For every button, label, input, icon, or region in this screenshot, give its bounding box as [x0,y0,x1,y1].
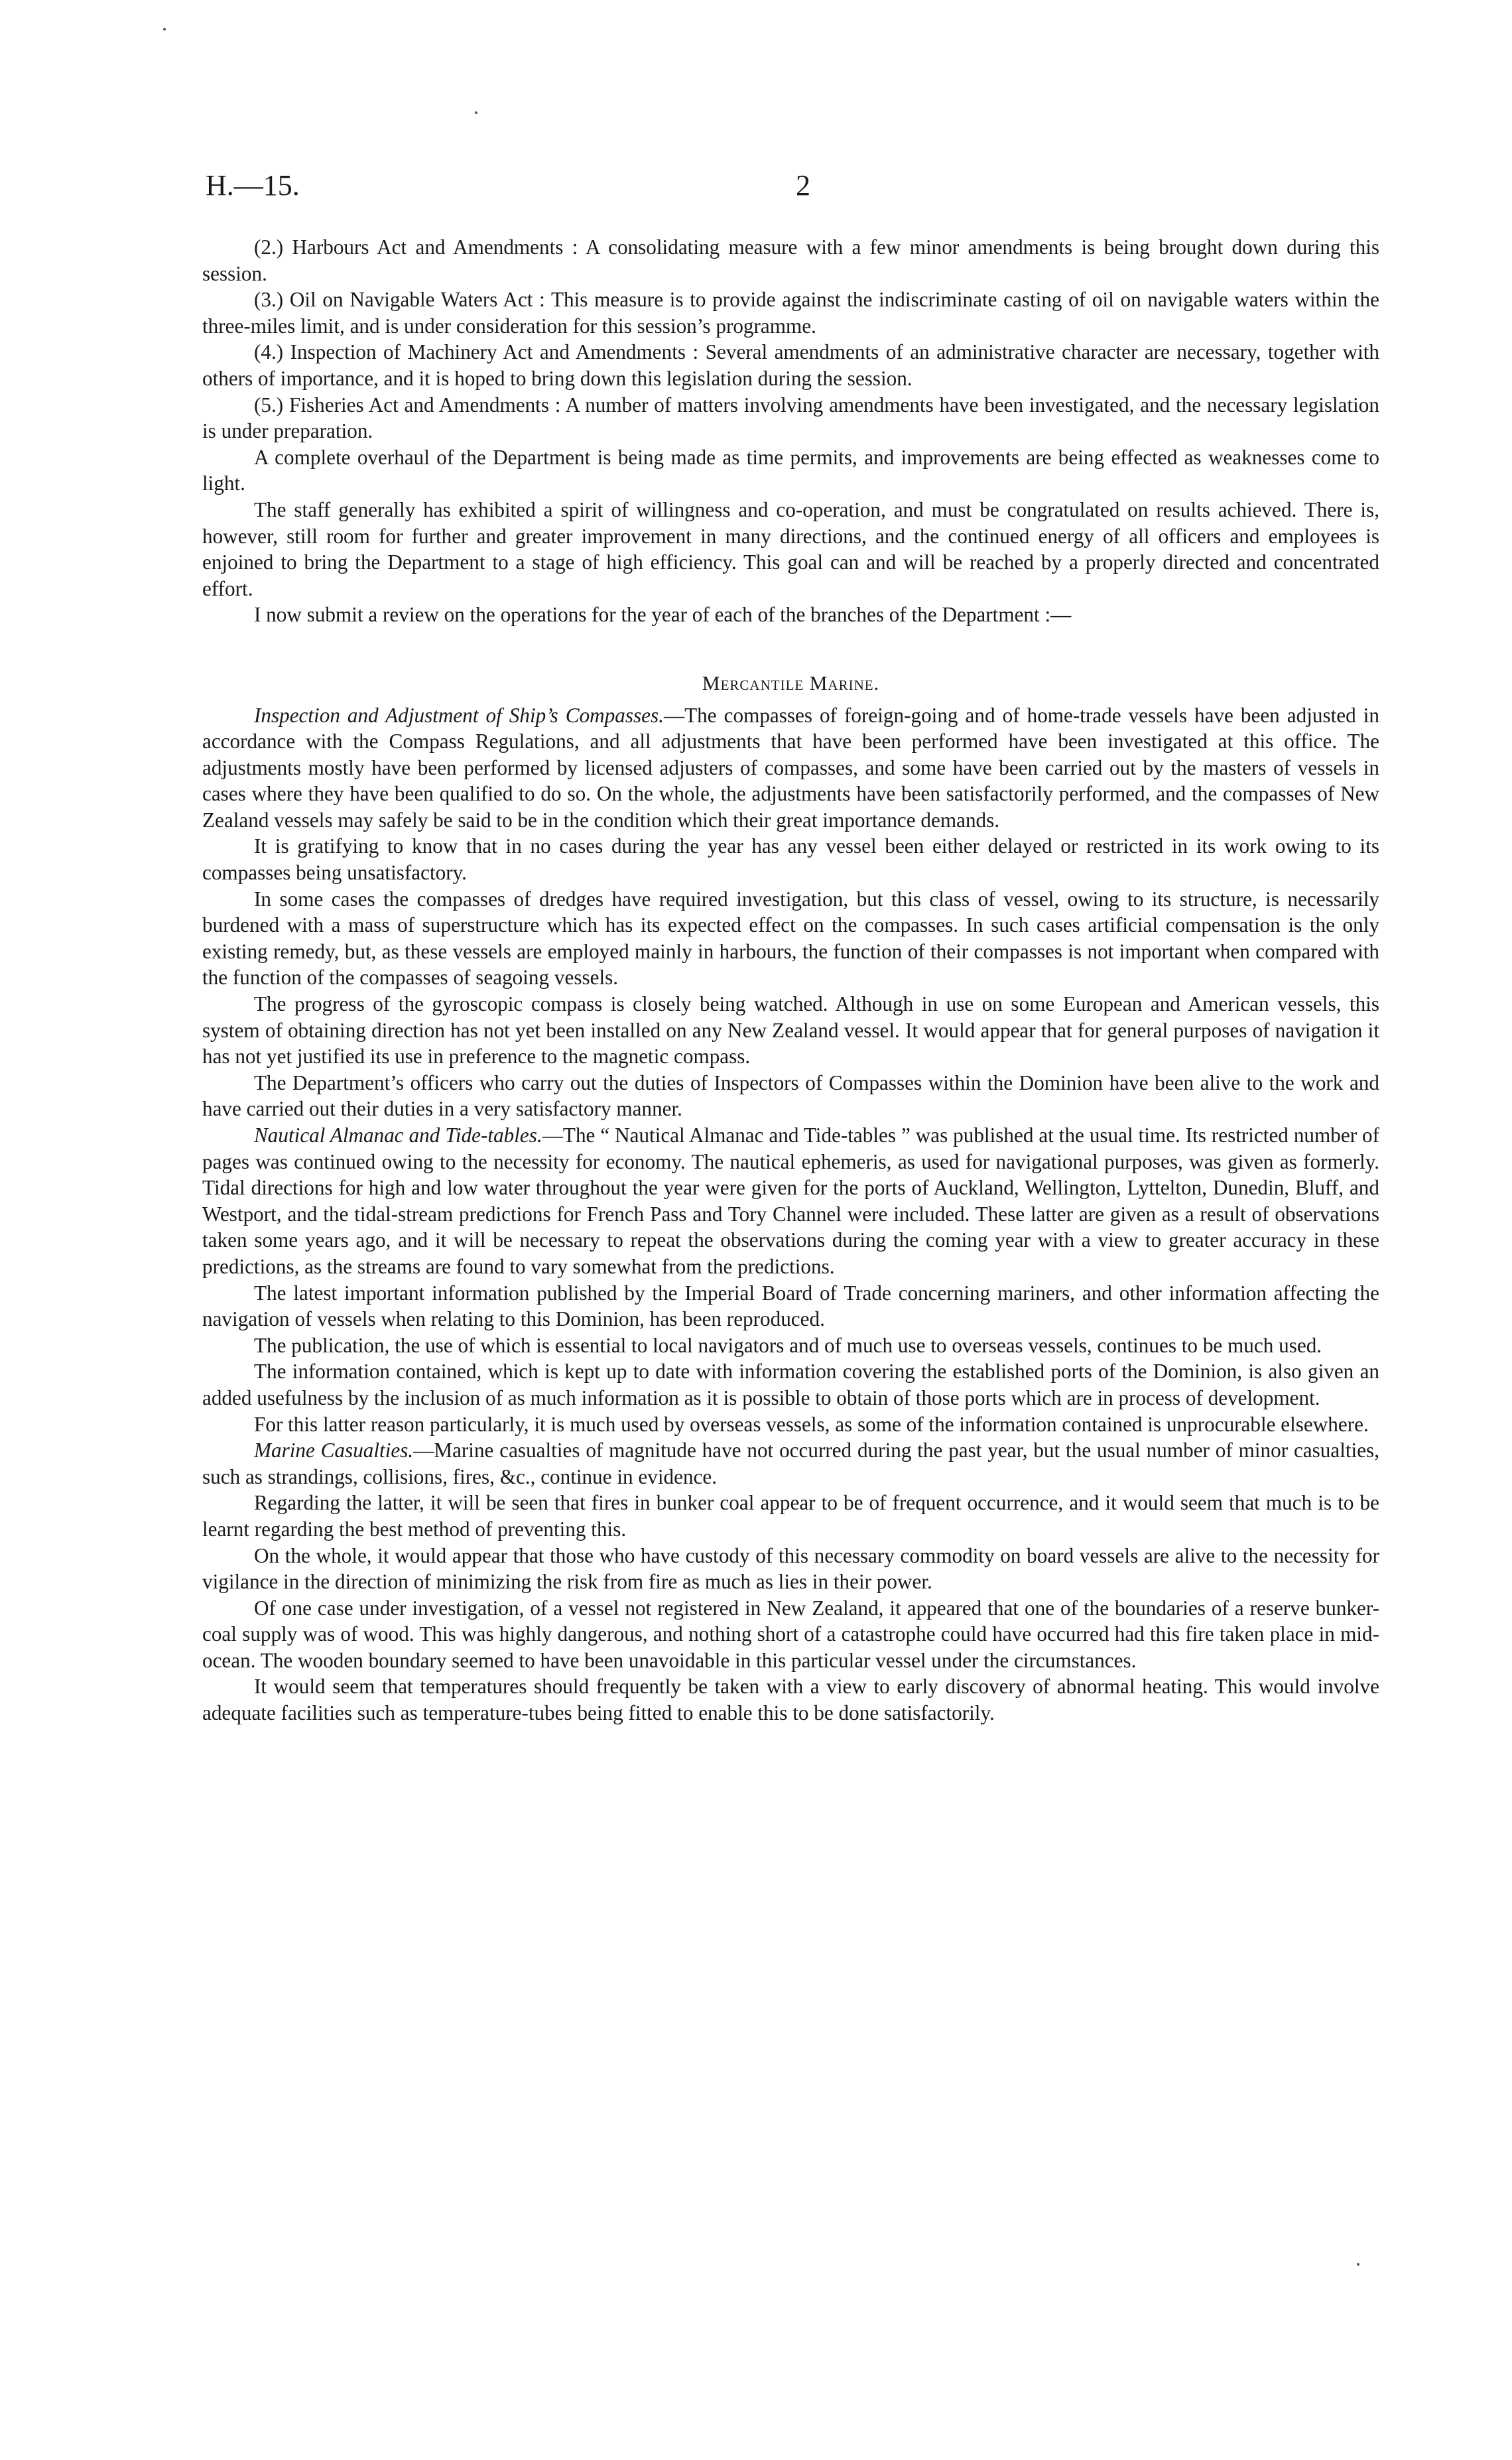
scan-speck [1357,2263,1359,2266]
section-heading [202,671,1379,697]
paragraph-review-intro: I now submit a review on the operations for the year of each of the branches of the Department :— [254,603,1072,627]
paragraph-oil-navigable-waters: (3.) Oil on Navigable Waters Act : This measure is to provide against the indiscriminate casting of oil on navigable waters within the three-miles limit, and is under consideration for this session’s programme. [202,288,1379,338]
page-number: 2 [796,169,810,202]
paragraph-publication-use: The publication, the use of which is essential to local navigators and of much use to overseas vessels, continues to be much used. [254,1333,1322,1357]
subheading-compasses: Inspection and Adjustment of Ship’s Compasses. [254,703,664,727]
paragraph-temperatures: It would seem that temperatures should frequently be taken with a view to early discovery of abnormal heating. This would involve adequate facilities such as temperature-tubes being fitted to enable this to be done satisfactorily. [202,1675,1379,1725]
paragraph-investigation-case: Of one case under investigation, of a vessel not registered in New Zealand, it appeared that one of the boundaries of a reserve bunker-coal supply was of wood. This was highly dangerous, and nothing short of a catastrophe could have occurred had this fire taken place in mid-ocean. The wooden boundary seemed to have been unavoidable in this particular vessel under the circumstances. [202,1596,1379,1672]
paragraph-staff: The staff generally has exhibited a spirit of willingness and co-operation, and must be congratulated on results achieved. There is, however, still room for further and greater improvement in many directions, and the continued energy of all officers and employees is enjoined to bring the Department to a stage of high efficiency. This goal can and will be reached by a properly directed and concentrated effort. [202,497,1379,600]
paragraph-almanac-text: —The “ Nautical Almanac and Tide-tables ” was published at the usual time. Its restricted number of pages was continued owing to the necessity for economy. The nautical ephemeris, as used for navigational purposes, was given as formerly. Tidal directions for high and low water throughout the year were given for the ports of Auckland, Wellington, Lyttelton, Dunedin, Bluff, and Westport, and the tidal-stream predictions for French Pass and Tory Channel were included. These latter are given as a result of observations taken some years ago, and it will be necessary to repeat the observations during the coming year with a view to greater accuracy in these predictions, as the streams are found to vary somewhat from the predictions. [202,1124,1380,1278]
paragraph-harbours-act: (2.) Harbours Act and Amendments : A consolidating measure with a few minor amendments is being brought down during this session. [202,235,1379,285]
paragraph-overseas-vessels: For this latter reason particularly, it is much used by overseas vessels, as some of the information contained is unprocurable elsewhere. [254,1412,1369,1436]
paragraph-no-delays: It is gratifying to know that in no cases during the year has any vessel been either delayed or restricted in its work owing to its compasses being unsatisfactory. [202,834,1379,885]
paragraph-gyroscopic-compass: The progress of the gyroscopic compass is closely being watched. Although in use on some European and American vessels, this system of obtaining direction has not yet been installed on any New Zealand vessel. It would appear that for general purposes of navigation it has not yet justified its use in preference to the magnetic compass. [202,992,1379,1068]
paragraph-information-contained: The information contained, which is kept up to date with information covering the established ports of the Dominion, is also given an added usefulness by the inclusion of as much information as it is possible to obtain of those ports which are in process of development. [202,1360,1379,1409]
paragraph-board-of-trade: The latest important information published by the Imperial Board of Trade concerning mariners, and other information affecting the navigation of vessels when relating to this Dominion, has been reproduced. [202,1281,1379,1331]
document-reference: H.—15. [206,169,300,202]
paragraph-fisheries-act: (5.) Fisheries Act and Amendments : A number of matters involving amendments have been investigated, and the necessary legislation is under preparation. [202,393,1379,443]
paragraph-vigilance: On the whole, it would appear that those who have custody of this necessary commodity on board vessels are alive to the necessity for vigilance in the direction of minimizing the risk from fire as much as lies in their power. [202,1543,1379,1594]
subheading-casualties: Marine Casualties. [254,1439,414,1462]
paragraph-casualties-text: —Marine casualties of magnitude have not occurred during the past year, but the usual number of minor casualties, such as strandings, collisions, fires, &c., continue in evidence. [202,1439,1379,1488]
section-title: Mercantile Marine. [702,672,880,694]
scan-speck [475,111,477,114]
subheading-almanac: Nautical Almanac and Tide-tables. [254,1124,542,1147]
paragraph-inspectors: The Department’s officers who carry out the duties of Inspectors of Compasses within the Dominion have been alive to the work and have carried out their duties in a very satisfactory manner. [202,1070,1379,1121]
paragraph-department-overhaul: A complete overhaul of the Department is being made as time permits, and improvements are being effected as weaknesses come to light. [202,445,1379,495]
paragraph-compasses [202,702,1379,834]
paragraph-bunker-fires: Regarding the latter, it will be seen that fires in bunker coal appear to be of frequent occurrence, and it would seem that much is to be learnt regarding the best method of preventing this. [202,1491,1379,1541]
paragraph-dredges: In some cases the compasses of dredges have required investigation, but this class of vessel, owing to its structure, is necessarily burdened with a mass of superstructure which has its expected effect on the compasses. In such cases artificial compensation is the only existing remedy, but, as these vessels are employed mainly in harbours, the function of their compasses is not important when compared with the function of the compasses of seagoing vessels. [202,887,1379,990]
paragraph-inspection-machinery: (4.) Inspection of Machinery Act and Amendments : Several amendments of an administrative character are necessary, together with others of importance, and it is hoped to bring down this legislation during the session. [202,340,1379,390]
paragraph-casualties [202,1437,1379,1490]
paragraph-compasses-text: —The compasses of foreign-going and of home-trade vessels have been adjusted in accordance with the Compass Regulations, and all adjustments that have been performed have been investigated at this office. The adjustments mostly have been performed by licensed adjusters of compasses, and some have been carried out by the masters of vessels in cases where they have been qualified to do so. On the whole, the adjustments have been satisfactorily performed, and the compasses of New Zealand vessels may safely be said to be in the condition which their great importance demands. [202,703,1380,832]
document-body [202,234,1379,1726]
scan-speck [163,28,166,31]
paragraph-almanac [202,1122,1379,1280]
page-header [206,169,1399,209]
